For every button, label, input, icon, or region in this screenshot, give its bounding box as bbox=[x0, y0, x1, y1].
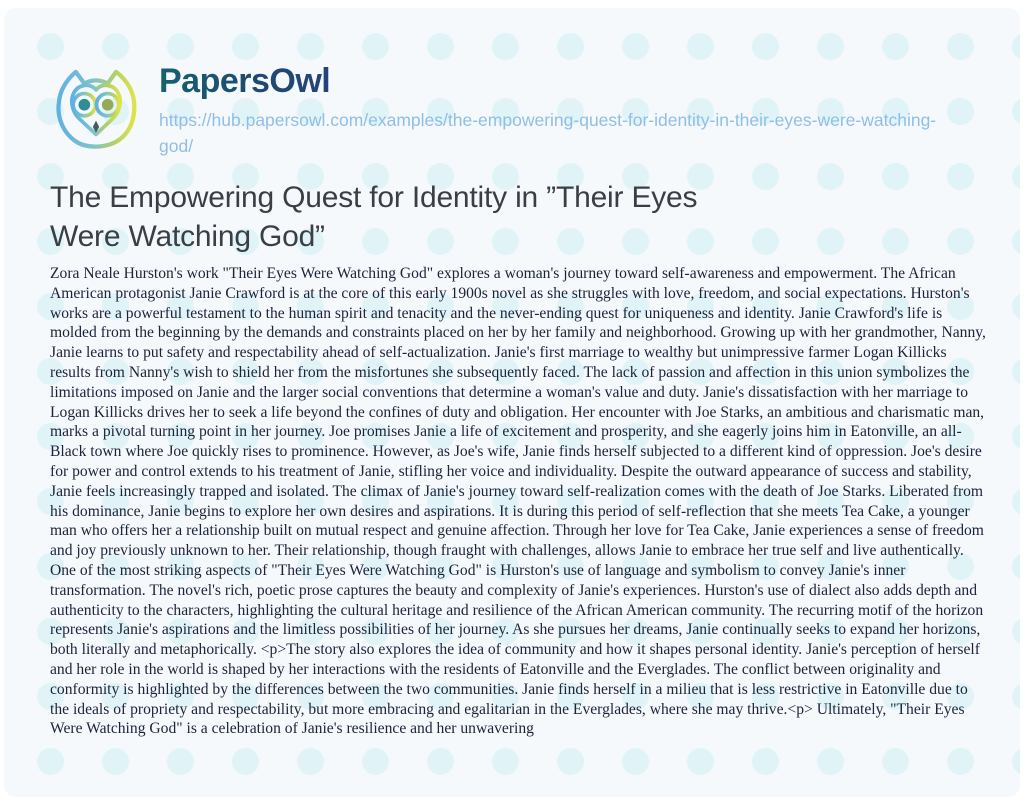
brand-name: PapersOwl bbox=[159, 62, 331, 100]
site-header bbox=[43, 57, 947, 163]
article-url-link[interactable]: https://hub.papersowl.com/examples/the-empowering-quest-for-identity-in-their-eyes-were-watching-god/ bbox=[159, 110, 937, 156]
brand-block bbox=[159, 57, 947, 159]
article-body: Zora Neale Hurston's work "Their Eyes Were Watching God" explores a woman's journey toward self-awareness and empowerment. The African American protagonist Janie Crawford is at the core of this early 1900s novel as she struggles with love, freedom, and social expectations. Hurston's works are a powerful testament to the human spirit and tenacity and the never-ending quest for uniqueness and identity. Janie Crawford's life is molded from the beginning by the demands and constraints placed on her by her family and neighborhood. Growing up with her grandmother, Nanny, Janie learns to put safety and respectability ahead of self-actualization. Janie's first marriage to wealthy but unimpressive farmer Logan Killicks results from Nanny's wish to shield her from the misfortunes she subsequently faced. The lack of passion and affection in this union symbolizes the limitations imposed on Janie and the larger social conventions that determine a woman's value and duty. Janie's dissatisfaction with her marriage to Logan Killicks drives her to seek a life beyond the confines of duty and obligation. Her encounter with Joe Starks, an ambitious and charismatic man, marks a pivotal turning point in her journey. Joe promises Janie a life of excitement and prosperity, and she eagerly joins him in Eatonville, an all-Black town where Joe quickly rises to prominence. However, as Joe's wife, Janie finds herself subjected to a different kind of oppression. Joe's desire for power and control extends to his treatment of Janie, stifling her voice and individuality. Despite the outward appearance of success and stability, Janie feels increasingly trapped and isolated. The climax of Janie's journey toward self-realization comes with the death of Joe Starks. Liberated from his dominance, Janie begins to explore her own desires and aspirations. It is during this period of self-reflection that she meets Tea Cake, a younger man who offers her a relationship built on mutual respect and genuine affection. Through her love for Tea Cake, Janie experiences a sense of freedom and joy previously unknown to her. Their relationship, though fraught with challenges, allows Janie to embrace her true self and live authentically. One of the most striking aspects of "Their Eyes Were Watching God" is Hurston's use of language and symbolism to convey Janie's inner transformation. The novel's rich, poetic prose captures the beauty and complexity of Janie's experiences. Hurston's use of dialect also adds depth and authenticity to the characters, highlighting the cultural heritage and resilience of the African American community. The recurring motif of the horizon represents Janie's aspirations and the limitless possibilities of her journey. As she pursues her dreams, Janie continually seeks to expand her horizons, both literally and metaphorically. <p>The story also explores the idea of community and how it shapes personal identity. Janie's perception of herself and her role in the world is shaped by her interactions with the residents of Eatonville and the Everglades. The conflict between originality and conformity is highlighted by the differences between the two communities. Janie finds herself in a milieu that is less restrictive in Eatonville due to the ideals of propriety and respectability, but more embracing and egalitarian in the Everglades, where she may thrive.<p> Ultimately, "Their Eyes Were Watching God" is a celebration of Janie's resilience and her unwavering bbox=[50, 265, 986, 738]
page-background bbox=[4, 8, 1020, 797]
owl-logo-icon bbox=[43, 57, 149, 163]
article-title: The Empowering Quest for Identity in ”Their Eyes Were Watching God” bbox=[50, 181, 698, 253]
